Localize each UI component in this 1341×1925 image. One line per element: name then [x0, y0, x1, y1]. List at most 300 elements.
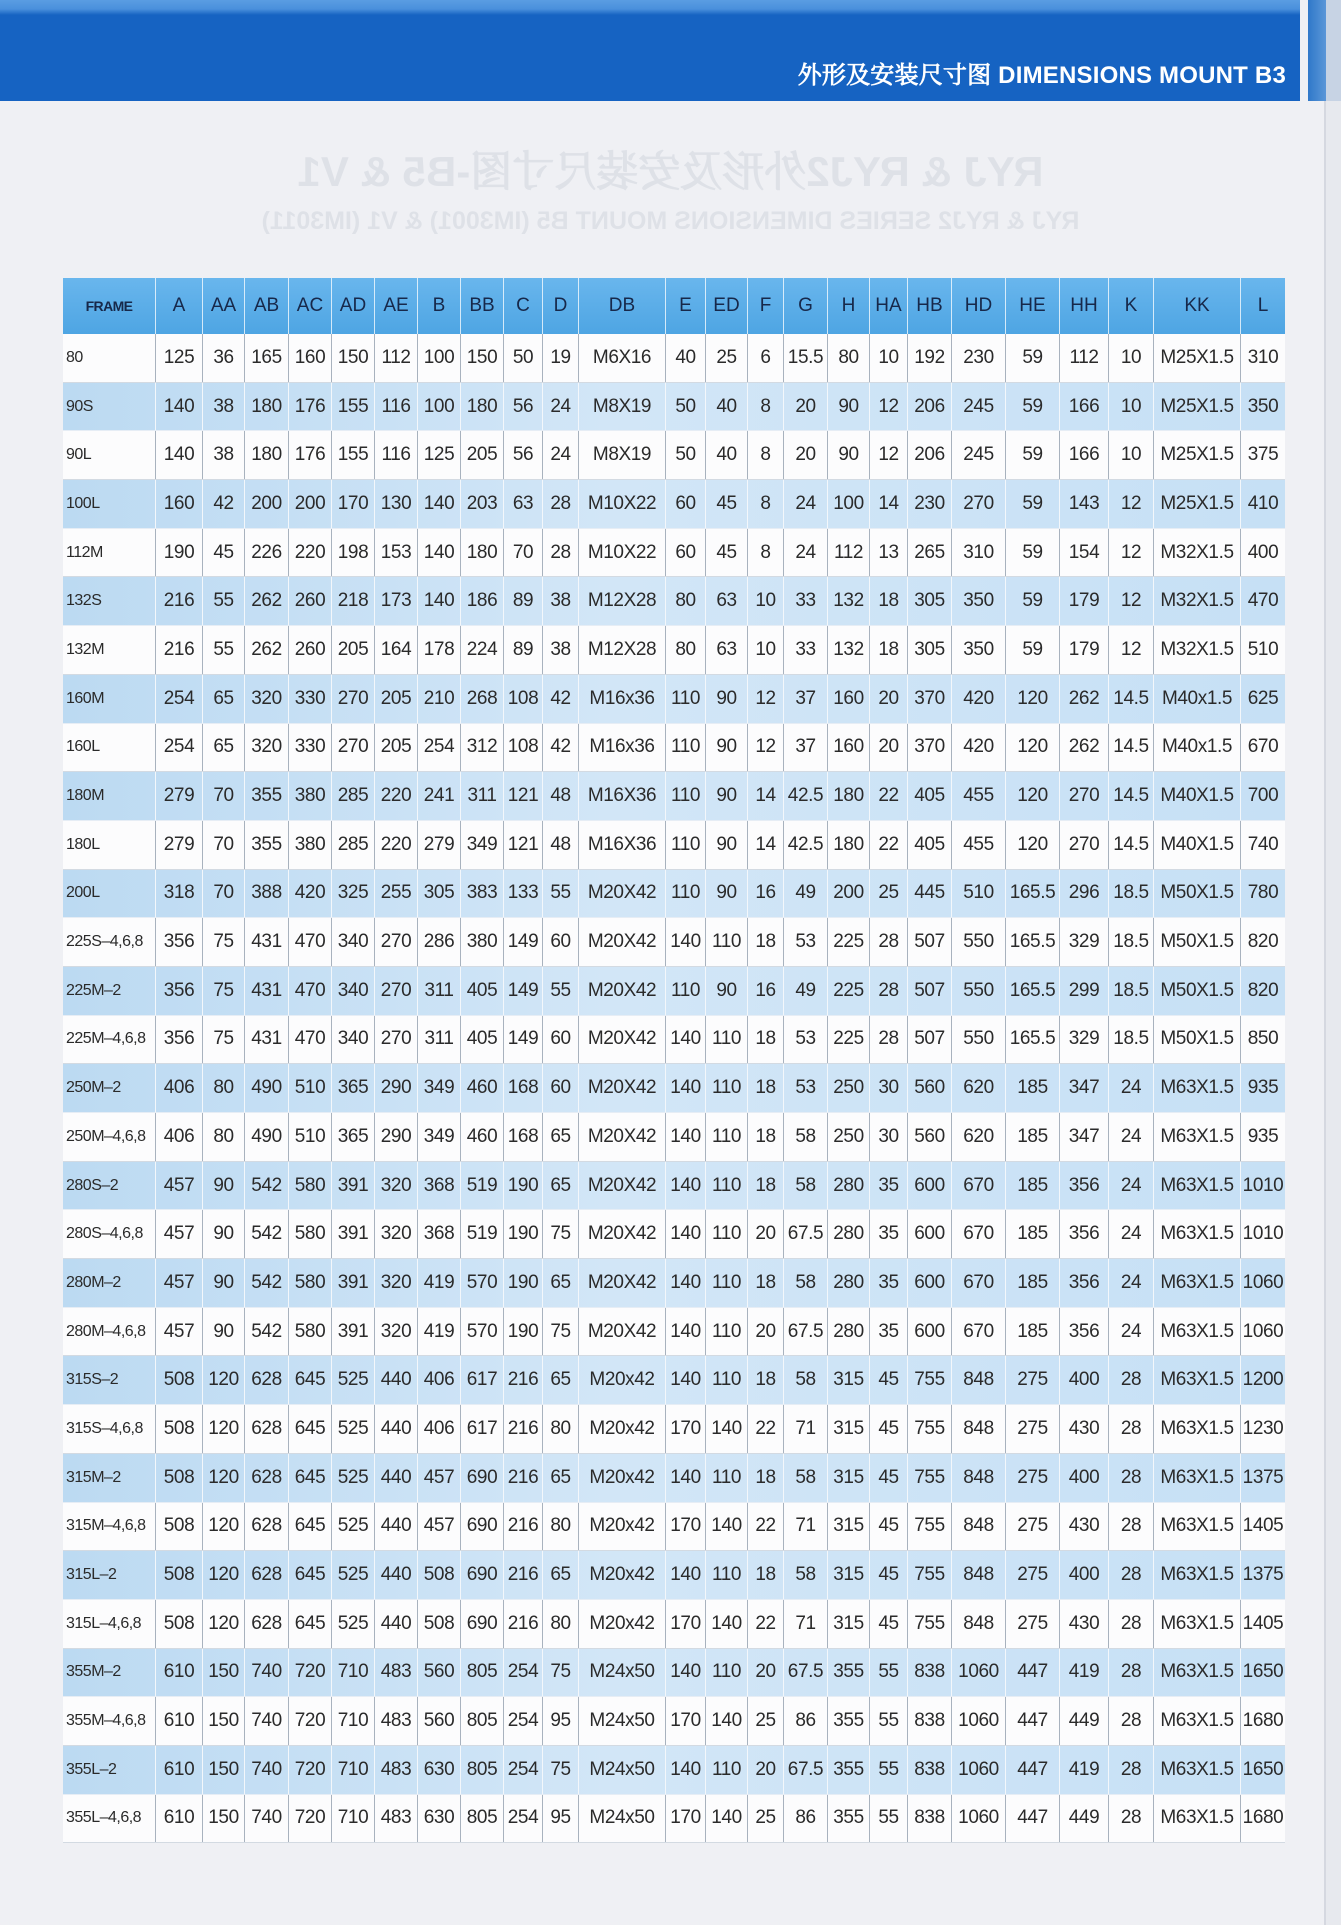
- cell-frame: 80: [63, 334, 156, 382]
- cell-kk: M40x1.5: [1154, 724, 1241, 772]
- cell-hd: 670: [952, 1308, 1006, 1356]
- cell-ed: 110: [706, 1016, 748, 1064]
- cell-ad: 525: [332, 1551, 375, 1599]
- cell-e: 110: [666, 870, 706, 918]
- cell-hb: 755: [908, 1405, 952, 1453]
- cell-d: 28: [543, 480, 579, 528]
- cell-frame: 180L: [63, 821, 156, 869]
- cell-ae: 112: [375, 334, 418, 382]
- cell-k: 12: [1109, 626, 1154, 674]
- cell-hd: 620: [952, 1064, 1006, 1112]
- cell-ha: 14: [870, 480, 908, 528]
- cell-ha: 45: [870, 1600, 908, 1648]
- cell-hh: 356: [1060, 1259, 1109, 1307]
- table-row: [63, 724, 1285, 773]
- cell-ad: 710: [332, 1649, 375, 1697]
- cell-bb: 203: [461, 480, 504, 528]
- cell-d: 95: [543, 1697, 579, 1745]
- cell-l: 1010: [1242, 1223, 1284, 1245]
- cell-hd: 310: [952, 529, 1006, 577]
- cell-f: 22: [748, 1600, 784, 1648]
- cell-bb: 570: [461, 1308, 504, 1356]
- cell-ad: 525: [332, 1503, 375, 1551]
- cell-kk: M25X1.5: [1154, 480, 1241, 528]
- cell-he: 165.5: [1006, 967, 1060, 1015]
- cell-b: 368: [418, 1210, 461, 1258]
- cell-ab: 628: [245, 1405, 289, 1453]
- cell-kk: M50X1.5: [1154, 918, 1241, 966]
- cell-aa: 38: [203, 383, 245, 431]
- cell-ab: 542: [245, 1259, 289, 1307]
- cell-b: 178: [418, 626, 461, 674]
- cell-ac: 380: [289, 821, 332, 869]
- cell-f: 18: [748, 1113, 784, 1161]
- cell-c: 216: [504, 1405, 543, 1453]
- cell-ed: 45: [706, 529, 748, 577]
- cell-db: M8X19: [579, 431, 666, 479]
- table-row: [63, 334, 1285, 383]
- cell-aa: 90: [203, 1162, 245, 1210]
- cell-he: 120: [1006, 772, 1060, 820]
- cell-l: 850: [1247, 1028, 1279, 1050]
- cell-aa: 55: [203, 626, 245, 674]
- cell-l: 410: [1247, 492, 1279, 514]
- cell-ad: 155: [332, 431, 375, 479]
- cell-h: 355: [828, 1697, 870, 1745]
- cell-f: 14: [748, 772, 784, 820]
- table-row: [63, 1259, 1285, 1308]
- cell-ab: 542: [245, 1210, 289, 1258]
- cell-ed: 90: [706, 821, 748, 869]
- cell-he: 185: [1006, 1210, 1060, 1258]
- cell-d: 95: [543, 1795, 579, 1843]
- cell-f: 18: [748, 1454, 784, 1502]
- cell-l: 820: [1247, 979, 1279, 1001]
- column-header-hb: HB: [908, 278, 952, 334]
- cell-kk: M25X1.5: [1154, 431, 1241, 479]
- cell-hd: 1060: [952, 1746, 1006, 1794]
- cell-frame: 132S: [63, 577, 156, 625]
- cell-k: 28: [1109, 1405, 1154, 1453]
- cell-e: 110: [666, 821, 706, 869]
- cell-f: 22: [748, 1503, 784, 1551]
- cell-frame: 100L: [63, 480, 156, 528]
- cell-aa: 90: [203, 1259, 245, 1307]
- cell-he: 59: [1006, 334, 1060, 382]
- cell-ha: 22: [870, 772, 908, 820]
- cell-a: 457: [156, 1259, 203, 1307]
- cell-c: 56: [504, 431, 543, 479]
- page-title: 外形及安装尺寸图 DIMENSIONS MOUNT B3: [797, 62, 1286, 89]
- cell-h: 355: [828, 1649, 870, 1697]
- cell-hb: 560: [908, 1064, 952, 1112]
- cell-frame: 225M–2: [63, 967, 156, 1015]
- cell-ac: 645: [289, 1600, 332, 1648]
- cell-ac: 470: [289, 967, 332, 1015]
- cell-hh: 154: [1060, 529, 1109, 577]
- cell-ad: 525: [332, 1600, 375, 1648]
- cell-hd: 245: [952, 431, 1006, 479]
- cell-c: 190: [504, 1210, 543, 1258]
- cell-ed: 110: [706, 1308, 748, 1356]
- cell-ed: 40: [706, 431, 748, 479]
- cell-k: 24: [1109, 1064, 1154, 1112]
- cell-ad: 391: [332, 1308, 375, 1356]
- cell-hb: 838: [908, 1649, 952, 1697]
- cell-frame: 315L–4,6,8: [63, 1600, 156, 1648]
- cell-hh: 347: [1060, 1064, 1109, 1112]
- column-header-ed: ED: [706, 278, 748, 334]
- cell-ab: 628: [245, 1551, 289, 1599]
- cell-l: 670: [1247, 736, 1279, 758]
- cell-b: 560: [418, 1649, 461, 1697]
- cell-e: 110: [666, 967, 706, 1015]
- cell-hb: 206: [908, 431, 952, 479]
- cell-a: 508: [156, 1356, 203, 1404]
- cell-c: 216: [504, 1551, 543, 1599]
- cell-bb: 180: [461, 529, 504, 577]
- cell-h: 225: [828, 967, 870, 1015]
- cell-bb: 690: [461, 1454, 504, 1502]
- cell-d: 65: [543, 1113, 579, 1161]
- cell-e: 170: [666, 1405, 706, 1453]
- cell-ed: 140: [706, 1405, 748, 1453]
- cell-g: 53: [784, 918, 828, 966]
- cell-ac: 176: [289, 383, 332, 431]
- cell-aa: 70: [203, 772, 245, 820]
- cell-b: 311: [418, 967, 461, 1015]
- cell-g: 58: [784, 1162, 828, 1210]
- cell-a: 457: [156, 1162, 203, 1210]
- cell-frame: 280M–4,6,8: [63, 1308, 156, 1356]
- cell-d: 48: [543, 821, 579, 869]
- cell-a: 406: [156, 1113, 203, 1161]
- cell-hd: 848: [952, 1405, 1006, 1453]
- cell-d: 24: [543, 383, 579, 431]
- cell-ac: 176: [289, 431, 332, 479]
- cell-frame: 225S–4,6,8: [63, 918, 156, 966]
- column-header-kk: KK: [1154, 278, 1241, 334]
- table-row: [63, 772, 1285, 821]
- column-header-c: C: [504, 278, 543, 334]
- column-header-f: F: [748, 278, 784, 334]
- cell-he: 185: [1006, 1064, 1060, 1112]
- cell-e: 140: [666, 1162, 706, 1210]
- cell-d: 60: [543, 918, 579, 966]
- cell-kk: M63X1.5: [1154, 1697, 1241, 1745]
- cell-e: 140: [666, 1210, 706, 1258]
- cell-ab: 200: [245, 480, 289, 528]
- cell-f: 10: [748, 577, 784, 625]
- cell-db: M20x42: [579, 1551, 666, 1599]
- cell-ae: 320: [375, 1259, 418, 1307]
- cell-aa: 42: [203, 480, 245, 528]
- cell-aa: 90: [203, 1308, 245, 1356]
- cell-h: 315: [828, 1454, 870, 1502]
- cell-k: 28: [1109, 1454, 1154, 1502]
- cell-ab: 628: [245, 1503, 289, 1551]
- cell-a: 610: [156, 1795, 203, 1843]
- cell-ed: 90: [706, 870, 748, 918]
- cell-hd: 350: [952, 577, 1006, 625]
- column-header-ha: HA: [870, 278, 908, 334]
- cell-hh: 449: [1060, 1697, 1109, 1745]
- cell-ad: 198: [332, 529, 375, 577]
- cell-h: 315: [828, 1551, 870, 1599]
- cell-l: 625: [1247, 687, 1279, 709]
- cell-db: M10X22: [579, 480, 666, 528]
- cell-g: 24: [784, 529, 828, 577]
- cell-l: 1650: [1242, 1661, 1284, 1683]
- cell-ad: 525: [332, 1405, 375, 1453]
- cell-ae: 220: [375, 821, 418, 869]
- cell-f: 8: [748, 431, 784, 479]
- cell-bb: 268: [461, 675, 504, 723]
- cell-ae: 440: [375, 1454, 418, 1502]
- cell-ae: 290: [375, 1113, 418, 1161]
- cell-hb: 265: [908, 529, 952, 577]
- cell-ac: 260: [289, 577, 332, 625]
- cell-b: 457: [418, 1503, 461, 1551]
- cell-c: 254: [504, 1649, 543, 1697]
- table-row: [63, 1746, 1285, 1795]
- cell-bb: 519: [461, 1162, 504, 1210]
- cell-hh: 400: [1060, 1356, 1109, 1404]
- cell-g: 49: [784, 967, 828, 1015]
- cell-kk: M32X1.5: [1154, 529, 1241, 577]
- table-row: [63, 1454, 1285, 1503]
- cell-d: 65: [543, 1356, 579, 1404]
- cell-ae: 440: [375, 1551, 418, 1599]
- table-row: [63, 918, 1285, 967]
- column-header-db: DB: [579, 278, 666, 334]
- cell-e: 60: [666, 529, 706, 577]
- cell-frame: 250M–2: [63, 1064, 156, 1112]
- cell-hd: 270: [952, 480, 1006, 528]
- cell-ed: 110: [706, 1746, 748, 1794]
- cell-ha: 28: [870, 1016, 908, 1064]
- cell-d: 65: [543, 1162, 579, 1210]
- cell-hd: 420: [952, 675, 1006, 723]
- cell-c: 133: [504, 870, 543, 918]
- cell-aa: 80: [203, 1064, 245, 1112]
- cell-hb: 507: [908, 967, 952, 1015]
- cell-l: 1650: [1242, 1758, 1284, 1780]
- cell-hh: 112: [1060, 334, 1109, 382]
- cell-ae: 483: [375, 1746, 418, 1794]
- cell-db: M20x42: [579, 1600, 666, 1648]
- cell-hd: 550: [952, 967, 1006, 1015]
- cell-a: 254: [156, 675, 203, 723]
- cell-h: 180: [828, 772, 870, 820]
- cell-db: M20X42: [579, 1162, 666, 1210]
- cell-f: 16: [748, 870, 784, 918]
- table-row: [63, 1064, 1285, 1113]
- cell-a: 216: [156, 626, 203, 674]
- cell-ed: 25: [706, 334, 748, 382]
- cell-c: 70: [504, 529, 543, 577]
- cell-g: 15.5: [784, 334, 828, 382]
- cell-db: M20X42: [579, 1308, 666, 1356]
- cell-he: 275: [1006, 1454, 1060, 1502]
- cell-db: M24x50: [579, 1746, 666, 1794]
- cell-l: 375: [1247, 444, 1279, 466]
- cell-aa: 120: [203, 1503, 245, 1551]
- cell-hh: 329: [1060, 918, 1109, 966]
- cell-ha: 35: [870, 1308, 908, 1356]
- cell-ae: 153: [375, 529, 418, 577]
- cell-hd: 848: [952, 1600, 1006, 1648]
- cell-d: 75: [543, 1746, 579, 1794]
- cell-a: 508: [156, 1503, 203, 1551]
- cell-db: M20X42: [579, 1064, 666, 1112]
- cell-kk: M25X1.5: [1154, 334, 1241, 382]
- cell-ae: 290: [375, 1064, 418, 1112]
- cell-l: 1010: [1242, 1174, 1284, 1196]
- cell-kk: M63X1.5: [1154, 1113, 1241, 1161]
- table-row: [63, 1210, 1285, 1259]
- cell-hh: 179: [1060, 626, 1109, 674]
- cell-e: 140: [666, 1016, 706, 1064]
- cell-ad: 710: [332, 1746, 375, 1794]
- cell-aa: 75: [203, 1016, 245, 1064]
- cell-g: 49: [784, 870, 828, 918]
- cell-frame: 180M: [63, 772, 156, 820]
- cell-h: 225: [828, 1016, 870, 1064]
- cell-ed: 110: [706, 1356, 748, 1404]
- cell-ae: 116: [375, 383, 418, 431]
- cell-h: 132: [828, 577, 870, 625]
- cell-k: 28: [1109, 1503, 1154, 1551]
- cell-frame: 112M: [63, 529, 156, 577]
- cell-ad: 710: [332, 1697, 375, 1745]
- cell-ed: 140: [706, 1697, 748, 1745]
- cell-he: 447: [1006, 1697, 1060, 1745]
- cell-l: 1405: [1242, 1515, 1284, 1537]
- cell-g: 71: [784, 1600, 828, 1648]
- cell-kk: M63X1.5: [1154, 1064, 1241, 1112]
- cell-f: 20: [748, 1746, 784, 1794]
- cell-ac: 645: [289, 1454, 332, 1502]
- cell-e: 40: [666, 334, 706, 382]
- cell-bb: 805: [461, 1697, 504, 1745]
- cell-ad: 365: [332, 1113, 375, 1161]
- cell-g: 67.5: [784, 1746, 828, 1794]
- cell-he: 185: [1006, 1259, 1060, 1307]
- cell-f: 14: [748, 821, 784, 869]
- cell-db: M20X42: [579, 918, 666, 966]
- cell-d: 80: [543, 1405, 579, 1453]
- cell-ad: 150: [332, 334, 375, 382]
- cell-h: 160: [828, 675, 870, 723]
- cell-k: 24: [1109, 1113, 1154, 1161]
- cell-ha: 12: [870, 383, 908, 431]
- cell-g: 42.5: [784, 772, 828, 820]
- cell-kk: M63X1.5: [1154, 1503, 1241, 1551]
- cell-ab: 542: [245, 1162, 289, 1210]
- cell-kk: M63X1.5: [1154, 1454, 1241, 1502]
- table-row: [63, 626, 1285, 675]
- cell-aa: 45: [203, 529, 245, 577]
- cell-hd: 455: [952, 821, 1006, 869]
- cell-b: 419: [418, 1308, 461, 1356]
- cell-ed: 140: [706, 1795, 748, 1843]
- cell-bb: 805: [461, 1649, 504, 1697]
- cell-b: 457: [418, 1454, 461, 1502]
- cell-b: 349: [418, 1113, 461, 1161]
- cell-aa: 36: [203, 334, 245, 382]
- cell-db: M20x42: [579, 1454, 666, 1502]
- cell-l: 1680: [1242, 1807, 1284, 1829]
- cell-f: 8: [748, 529, 784, 577]
- cell-c: 121: [504, 772, 543, 820]
- cell-he: 59: [1006, 626, 1060, 674]
- cell-ad: 170: [332, 480, 375, 528]
- cell-hb: 230: [908, 480, 952, 528]
- cell-db: M20x42: [579, 1503, 666, 1551]
- cell-b: 241: [418, 772, 461, 820]
- cell-e: 140: [666, 1308, 706, 1356]
- cell-hh: 296: [1060, 870, 1109, 918]
- cell-c: 149: [504, 1016, 543, 1064]
- cell-hb: 755: [908, 1503, 952, 1551]
- cell-hh: 400: [1060, 1454, 1109, 1502]
- column-header-bb: BB: [461, 278, 504, 334]
- cell-c: 254: [504, 1697, 543, 1745]
- cell-ad: 270: [332, 724, 375, 772]
- cell-ed: 110: [706, 1210, 748, 1258]
- cell-ad: 525: [332, 1356, 375, 1404]
- cell-db: M20X42: [579, 1016, 666, 1064]
- cell-hd: 670: [952, 1210, 1006, 1258]
- cell-k: 18.5: [1109, 1016, 1154, 1064]
- cell-ad: 340: [332, 1016, 375, 1064]
- cell-a: 140: [156, 383, 203, 431]
- cell-ha: 45: [870, 1405, 908, 1453]
- cell-g: 86: [784, 1697, 828, 1745]
- cell-ad: 365: [332, 1064, 375, 1112]
- cell-b: 140: [418, 529, 461, 577]
- cell-f: 16: [748, 967, 784, 1015]
- cell-ha: 20: [870, 675, 908, 723]
- cell-ed: 45: [706, 480, 748, 528]
- cell-ae: 116: [375, 431, 418, 479]
- cell-e: 170: [666, 1600, 706, 1648]
- cell-l: 700: [1247, 785, 1279, 807]
- cell-d: 38: [543, 626, 579, 674]
- cell-b: 210: [418, 675, 461, 723]
- cell-g: 53: [784, 1016, 828, 1064]
- cell-ae: 205: [375, 675, 418, 723]
- cell-hb: 600: [908, 1162, 952, 1210]
- column-header-b: B: [418, 278, 461, 334]
- cell-b: 311: [418, 1016, 461, 1064]
- cell-g: 24: [784, 480, 828, 528]
- cell-g: 58: [784, 1259, 828, 1307]
- cell-aa: 120: [203, 1405, 245, 1453]
- cell-f: 20: [748, 1210, 784, 1258]
- cell-db: M20X42: [579, 967, 666, 1015]
- cell-kk: M63X1.5: [1154, 1210, 1241, 1258]
- cell-h: 315: [828, 1503, 870, 1551]
- cell-e: 110: [666, 724, 706, 772]
- cell-k: 28: [1109, 1356, 1154, 1404]
- cell-b: 349: [418, 1064, 461, 1112]
- cell-c: 254: [504, 1746, 543, 1794]
- cell-ae: 270: [375, 967, 418, 1015]
- cell-ac: 260: [289, 626, 332, 674]
- cell-he: 185: [1006, 1308, 1060, 1356]
